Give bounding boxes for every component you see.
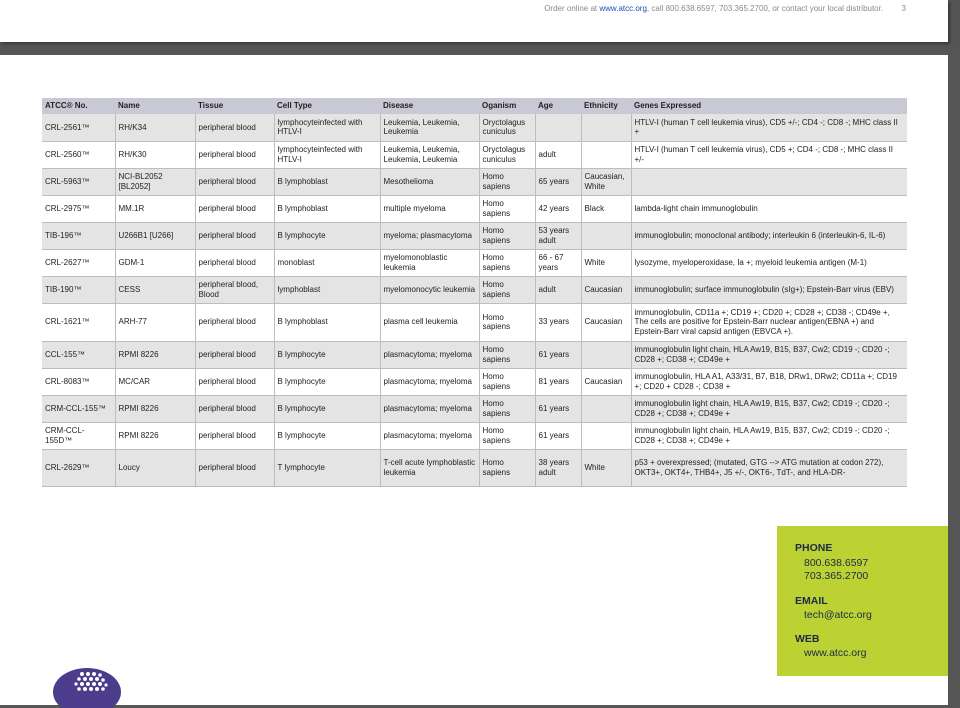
cell-name: RPMI 8226 [115, 422, 195, 449]
cell-tissue: peripheral blood [195, 141, 274, 168]
cell-name: ARH-77 [115, 303, 195, 341]
cell-genes-expressed: p53 + overexpressed; (mutated, GTG --> ATG mutation at codon 272), OKT3+, OKT4+, THB4+, J5 +/-, OKT6-, TdT-, and HLA-DR- [631, 449, 907, 486]
table-row [42, 276, 907, 303]
cell-genes-expressed: HTLV-I (human T cell leukemia virus), CD5 +/-; CD4 -; CD8 -; MHC class II + [631, 114, 907, 141]
cell-age: 81 years [535, 368, 581, 395]
web-label: WEB [795, 633, 820, 645]
cell-name: NCI-BL2052 [BL2052] [115, 168, 195, 195]
cell-cell-type: B lymphocyte [274, 368, 380, 395]
cell-age: 38 years adult [535, 449, 581, 486]
cell-atcc-no: CRM-CCL-155D™ [42, 422, 115, 449]
email-label: EMAIL [795, 595, 828, 607]
current-page [0, 55, 948, 705]
cell-line-table [42, 98, 907, 487]
cell-organism: Homo sapiens [479, 195, 535, 222]
cell-genes-expressed: lambda-light chain immunoglobulin [631, 195, 907, 222]
cell-organism: Homo sapiens [479, 368, 535, 395]
cell-ethnicity: Caucasian [581, 303, 631, 341]
cell-cell-type: B lymphocyte [274, 395, 380, 422]
header-text-after: , call 800.638.6597, 703.365.2700, or contact your local distributor. [646, 4, 884, 13]
previous-page [0, 0, 948, 42]
cell-atcc-no: CRL-2560™ [42, 141, 115, 168]
cell-ethnicity [581, 422, 631, 449]
cell-name: MM.1R [115, 195, 195, 222]
cell-cell-type: B lymphocyte [274, 341, 380, 368]
header-text-before: Order online at [544, 4, 600, 13]
cell-ethnicity: Caucasian [581, 368, 631, 395]
cell-tissue: peripheral blood [195, 368, 274, 395]
cell-ethnicity [581, 114, 631, 141]
cell-disease: plasmacytoma; myeloma [380, 368, 479, 395]
cell-disease: plasmacytoma; myeloma [380, 341, 479, 368]
cell-tissue: peripheral blood [195, 449, 274, 486]
cell-cell-type: B lymphoblast [274, 168, 380, 195]
cell-age: adult [535, 141, 581, 168]
cell-organism: Homo sapiens [479, 222, 535, 249]
column-header-tissue: Tissue [195, 98, 274, 114]
cell-cell-type: monoblast [274, 249, 380, 276]
cell-tissue: peripheral blood [195, 249, 274, 276]
cell-ethnicity [581, 141, 631, 168]
table-row [42, 195, 907, 222]
cell-tissue: peripheral blood [195, 195, 274, 222]
cell-cell-type: T lymphocyte [274, 449, 380, 486]
cell-disease: Leukemia, Leukemia, Leukemia, Leukemia [380, 141, 479, 168]
cell-atcc-no: TIB-190™ [42, 276, 115, 303]
table-row [42, 368, 907, 395]
column-header-age: Age [535, 98, 581, 114]
web-link[interactable]: www.atcc.org [804, 647, 867, 659]
cell-name: GDM-1 [115, 249, 195, 276]
cell-atcc-no: CRL-2629™ [42, 449, 115, 486]
cell-atcc-no: CRM-CCL-155™ [42, 395, 115, 422]
cell-organism: Homo sapiens [479, 276, 535, 303]
atcc-globe-logo-icon [52, 662, 122, 708]
cell-age: 53 years adult [535, 222, 581, 249]
cell-name: RH/K30 [115, 141, 195, 168]
table-row [42, 422, 907, 449]
cell-organism: Homo sapiens [479, 341, 535, 368]
cell-atcc-no: CRL-2627™ [42, 249, 115, 276]
cell-atcc-no: CRL-2975™ [42, 195, 115, 222]
cell-name: U266B1 [U266] [115, 222, 195, 249]
cell-ethnicity [581, 395, 631, 422]
cell-organism: Homo sapiens [479, 249, 535, 276]
cell-genes-expressed [631, 168, 907, 195]
cell-cell-type: B lymphoblast [274, 303, 380, 341]
cell-disease: plasmacytoma; myeloma [380, 395, 479, 422]
cell-age: 61 years [535, 341, 581, 368]
email-link[interactable]: tech@atcc.org [804, 609, 872, 621]
cell-age: 61 years [535, 422, 581, 449]
contact-panel [777, 526, 948, 676]
cell-genes-expressed: immunoglobulin light chain, HLA Aw19, B15, B37, Cw2; CD19 -; CD20 -; CD28 +; CD38 +; CD49e + [631, 395, 907, 422]
header-url-link[interactable]: www.atcc.org [599, 4, 647, 13]
cell-organism: Oryctolagus cuniculus [479, 114, 535, 141]
table-body [42, 114, 907, 486]
cell-cell-type: lymphocyteinfected with HTLV-I [274, 141, 380, 168]
column-header-atcc-no: ATCC® No. [42, 98, 115, 114]
cell-organism: Oryctolagus cuniculus [479, 141, 535, 168]
cell-atcc-no: CRL-8083™ [42, 368, 115, 395]
cell-genes-expressed: immunoglobulin light chain, HLA Aw19, B15, B37, Cw2; CD19 -; CD20 -; CD28 +; CD38 +; CD49e + [631, 422, 907, 449]
cell-cell-type: B lymphocyte [274, 422, 380, 449]
cell-ethnicity [581, 222, 631, 249]
table-row [42, 168, 907, 195]
cell-disease: Mesothelioma [380, 168, 479, 195]
cell-organism: Homo sapiens [479, 303, 535, 341]
cell-tissue: peripheral blood [195, 222, 274, 249]
cell-tissue: peripheral blood [195, 422, 274, 449]
cell-genes-expressed: immunoglobulin, HLA A1, A33/31, B7, B18, DRw1, DRw2; CD11a +; CD19 +; CD20 + CD28 -; CD38 + [631, 368, 907, 395]
cell-name: MC/CAR [115, 368, 195, 395]
cell-name: RPMI 8226 [115, 395, 195, 422]
cell-ethnicity: White [581, 449, 631, 486]
cell-name: RPMI 8226 [115, 341, 195, 368]
cell-age: 66 - 67 years [535, 249, 581, 276]
cell-genes-expressed: immunoglobulin; monoclonal antibody; interleukin 6 (interleukin-6, IL-6) [631, 222, 907, 249]
column-header-name: Name [115, 98, 195, 114]
cell-atcc-no: CRL-2561™ [42, 114, 115, 141]
cell-atcc-no: TIB-196™ [42, 222, 115, 249]
cell-cell-type: B lymphocyte [274, 222, 380, 249]
cell-age [535, 114, 581, 141]
cell-tissue: peripheral blood [195, 168, 274, 195]
table-row [42, 222, 907, 249]
cell-ethnicity: Black [581, 195, 631, 222]
cell-ethnicity: Caucasian [581, 276, 631, 303]
cell-disease: T-cell acute lymphoblastic leukemia [380, 449, 479, 486]
phone-label: PHONE [795, 542, 833, 554]
table-row [42, 449, 907, 486]
table-row [42, 141, 907, 168]
phone-number-1[interactable]: 800.638.6597 [804, 557, 869, 569]
cell-disease: Leukemia, Leukemia, Leukemia [380, 114, 479, 141]
cell-organism: Homo sapiens [479, 168, 535, 195]
cell-disease: plasmacytoma; myeloma [380, 422, 479, 449]
cell-genes-expressed: HTLV-I (human T cell leukemia virus), CD5 +; CD4 -; CD8 -; MHC class II +/- [631, 141, 907, 168]
table-row [42, 341, 907, 368]
cell-atcc-no: CCL-155™ [42, 341, 115, 368]
cell-tissue: peripheral blood [195, 341, 274, 368]
column-header-genes-expressed: Genes Expressed [631, 98, 907, 114]
cell-ethnicity: White [581, 249, 631, 276]
cell-disease: myelomonocytic leukemia [380, 276, 479, 303]
cell-age: 61 years [535, 395, 581, 422]
phone-number-2[interactable]: 703.365.2700 [804, 570, 869, 582]
cell-age: 33 years [535, 303, 581, 341]
cell-tissue: peripheral blood [195, 303, 274, 341]
cell-tissue: peripheral blood [195, 395, 274, 422]
cell-name: RH/K34 [115, 114, 195, 141]
column-header-organism: Oganism [479, 98, 535, 114]
table-row [42, 303, 907, 341]
cell-name: Loucy [115, 449, 195, 486]
column-header-cell-type: Cell Type [274, 98, 380, 114]
table-row [42, 114, 907, 141]
cell-tissue: peripheral blood [195, 114, 274, 141]
cell-organism: Homo sapiens [479, 395, 535, 422]
cell-disease: myelomonoblastic leukemia [380, 249, 479, 276]
cell-cell-type: lymphocyteinfected with HTLV-I [274, 114, 380, 141]
table-row [42, 395, 907, 422]
table-row [42, 249, 907, 276]
cell-cell-type: B lymphoblast [274, 195, 380, 222]
cell-atcc-no: CRL-5963™ [42, 168, 115, 195]
table-header-row [42, 98, 907, 114]
cell-ethnicity: Caucasian, White [581, 168, 631, 195]
cell-genes-expressed: immunoglobulin; surface immunoglobulin (sIg+); Epstein-Barr virus (EBV) [631, 276, 907, 303]
cell-organism: Homo sapiens [479, 449, 535, 486]
cell-age: 42 years [535, 195, 581, 222]
column-header-ethnicity: Ethnicity [581, 98, 631, 114]
cell-genes-expressed: immunoglobulin light chain, HLA Aw19, B15, B37, Cw2; CD19 -; CD20 -; CD28 +; CD38 +; CD49e + [631, 341, 907, 368]
cell-atcc-no: CRL-1621™ [42, 303, 115, 341]
page-header-line [544, 4, 906, 13]
cell-tissue: peripheral blood, Blood [195, 276, 274, 303]
cell-disease: myeloma; plasmacytoma [380, 222, 479, 249]
cell-genes-expressed: lysozyme, myeloperoxidase, Ia +; myeloid leukemia antigen (M-1) [631, 249, 907, 276]
cell-age: 65 years [535, 168, 581, 195]
column-header-disease: Disease [380, 98, 479, 114]
page-number: 3 [901, 4, 906, 13]
cell-disease: multiple myeloma [380, 195, 479, 222]
cell-age: adult [535, 276, 581, 303]
cell-organism: Homo sapiens [479, 422, 535, 449]
cell-cell-type: lymphoblast [274, 276, 380, 303]
cell-genes-expressed: immunoglobulin, CD11a +; CD19 +; CD20 +; CD28 +; CD38 -; CD49e +, The cells are positive for Epstein-Barr nuclear antigen(EBNA +) and Epstein-Barr viral capsid antigen (EBVCA +). [631, 303, 907, 341]
cell-name: CESS [115, 276, 195, 303]
cell-disease: plasma cell leukemia [380, 303, 479, 341]
cell-ethnicity [581, 341, 631, 368]
